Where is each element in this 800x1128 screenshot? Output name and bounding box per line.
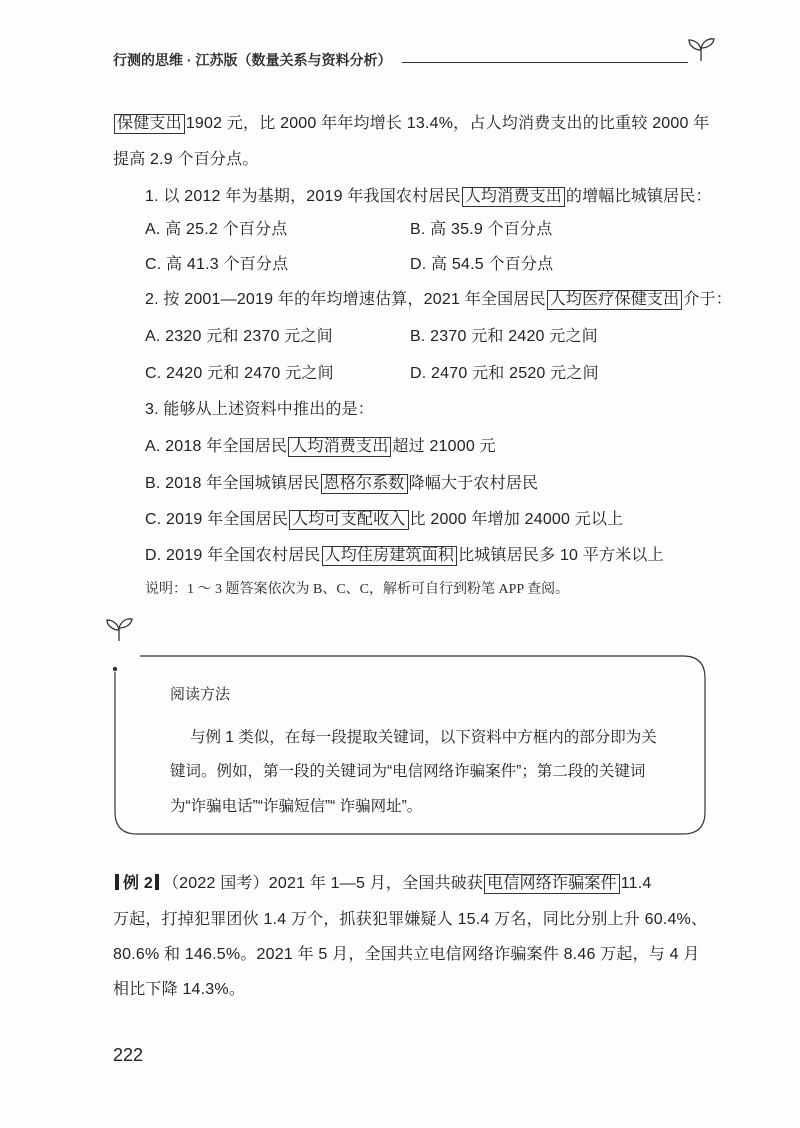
reading-method-line-2: 键词。例如，第一段的关键词为“电信网络诈骗案件”；第二段的关键词 [170,763,646,780]
example-marker-left [115,874,119,890]
q3-option-d-prefix: D. 2019 年全国农村居民 [145,547,321,564]
q3-option-d-suffix: 比城镇居民多 10 平方米以上 [458,547,664,564]
q3-option-c-suffix: 比 2000 年增加 24000 元以上 [409,511,624,528]
example-marker-right [155,874,159,890]
example-2-line-1 [113,874,652,894]
q2-option-d: D. 2470 元和 2520 元之间 [410,365,599,382]
q3-option-a-prefix: A. 2018 年全国居民 [145,438,288,455]
question-1-prefix: 1. 以 2012 年为基期，2019 年我国农村居民 [145,188,461,205]
example-2-line-2: 万起，打掉犯罪团伙 1.4 万个，抓获犯罪嫌疑人 15.4 万名，同比分别上升 60.4%、 [113,911,708,928]
keyword-box: 人均住房建筑面积 [322,546,458,566]
q1-option-a: A. 高 25.2 个百分点 [145,221,288,238]
example-2-line-4: 相比下降 14.3%。 [113,981,246,998]
keyword-box: 保健支出 [114,114,185,134]
keyword-box: 人均医疗保健支出 [547,290,683,310]
q3-option-c-prefix: C. 2019 年全国居民 [145,511,289,528]
keyword-box: 电信网络诈骗案件 [484,874,620,894]
answer-note: 说明：1 ～ 3 题答案依次为 B、C、C，解析可自行到粉笔 APP 查阅。 [145,582,570,597]
keyword-box: 恩格尔系数 [321,474,408,494]
intro-line-2: 提高 2.9 个百分点。 [113,151,259,168]
q3-option-b-suffix: 降幅大于农村居民 [408,475,539,492]
running-header: 行测的思维 · 江苏版（数量关系与资料分析） [113,52,392,68]
q1-option-b: B. 高 35.9 个百分点 [410,221,553,238]
keyword-box: 人均消费支出 [462,187,565,207]
q2-option-b: B. 2370 元和 2420 元之间 [410,328,598,345]
example-2-line-3: 80.6% 和 146.5%。2021 年 5 月，全国共立电信网络诈骗案件 8.46 万起，与 4 月 [113,946,700,963]
intro-line-1-text: 1902 元，比 2000 年年均增长 13.4%，占人均消费支出的比重较 2000 年 [185,115,710,132]
q2-option-c: C. 2420 元和 2470 元之间 [145,365,334,382]
reading-method-line-3: 为“诈骗电话”“诈骗短信”“ 诈骗网址”。 [170,798,423,815]
example-2-prefix: （2022 国考）2021 年 1—5 月，全国共破获 [162,875,484,892]
q1-option-d: D. 高 54.5 个百分点 [410,256,554,273]
question-2-prefix: 2. 按 2001—2019 年的年均增速估算，2021 年全国居民 [145,291,546,308]
page-number: 222 [113,1045,144,1065]
reading-method-line-1: 与例 1 类似，在每一段提取关键词，以下资料中方框内的部分即为关 [190,729,657,746]
q1-option-c: C. 高 41.3 个百分点 [145,256,289,273]
example-2-suffix: 11.4 [620,875,652,892]
reading-method-title: 阅读方法 [170,686,231,703]
q2-option-a: A. 2320 元和 2370 元之间 [145,328,333,345]
keyword-box: 人均消费支出 [288,437,391,457]
keyword-box: 人均可支配收入 [289,510,408,530]
example-label: 例 2 [123,875,153,892]
question-3: 3. 能够从上述资料中推出的是： [145,401,374,418]
question-2-suffix: 介于： [683,291,732,308]
question-1-suffix: 的增幅比城镇居民： [565,188,712,205]
q3-option-a-suffix: 超过 21000 元 [392,438,496,455]
q3-option-b-prefix: B. 2018 年全国城镇居民 [145,475,320,492]
